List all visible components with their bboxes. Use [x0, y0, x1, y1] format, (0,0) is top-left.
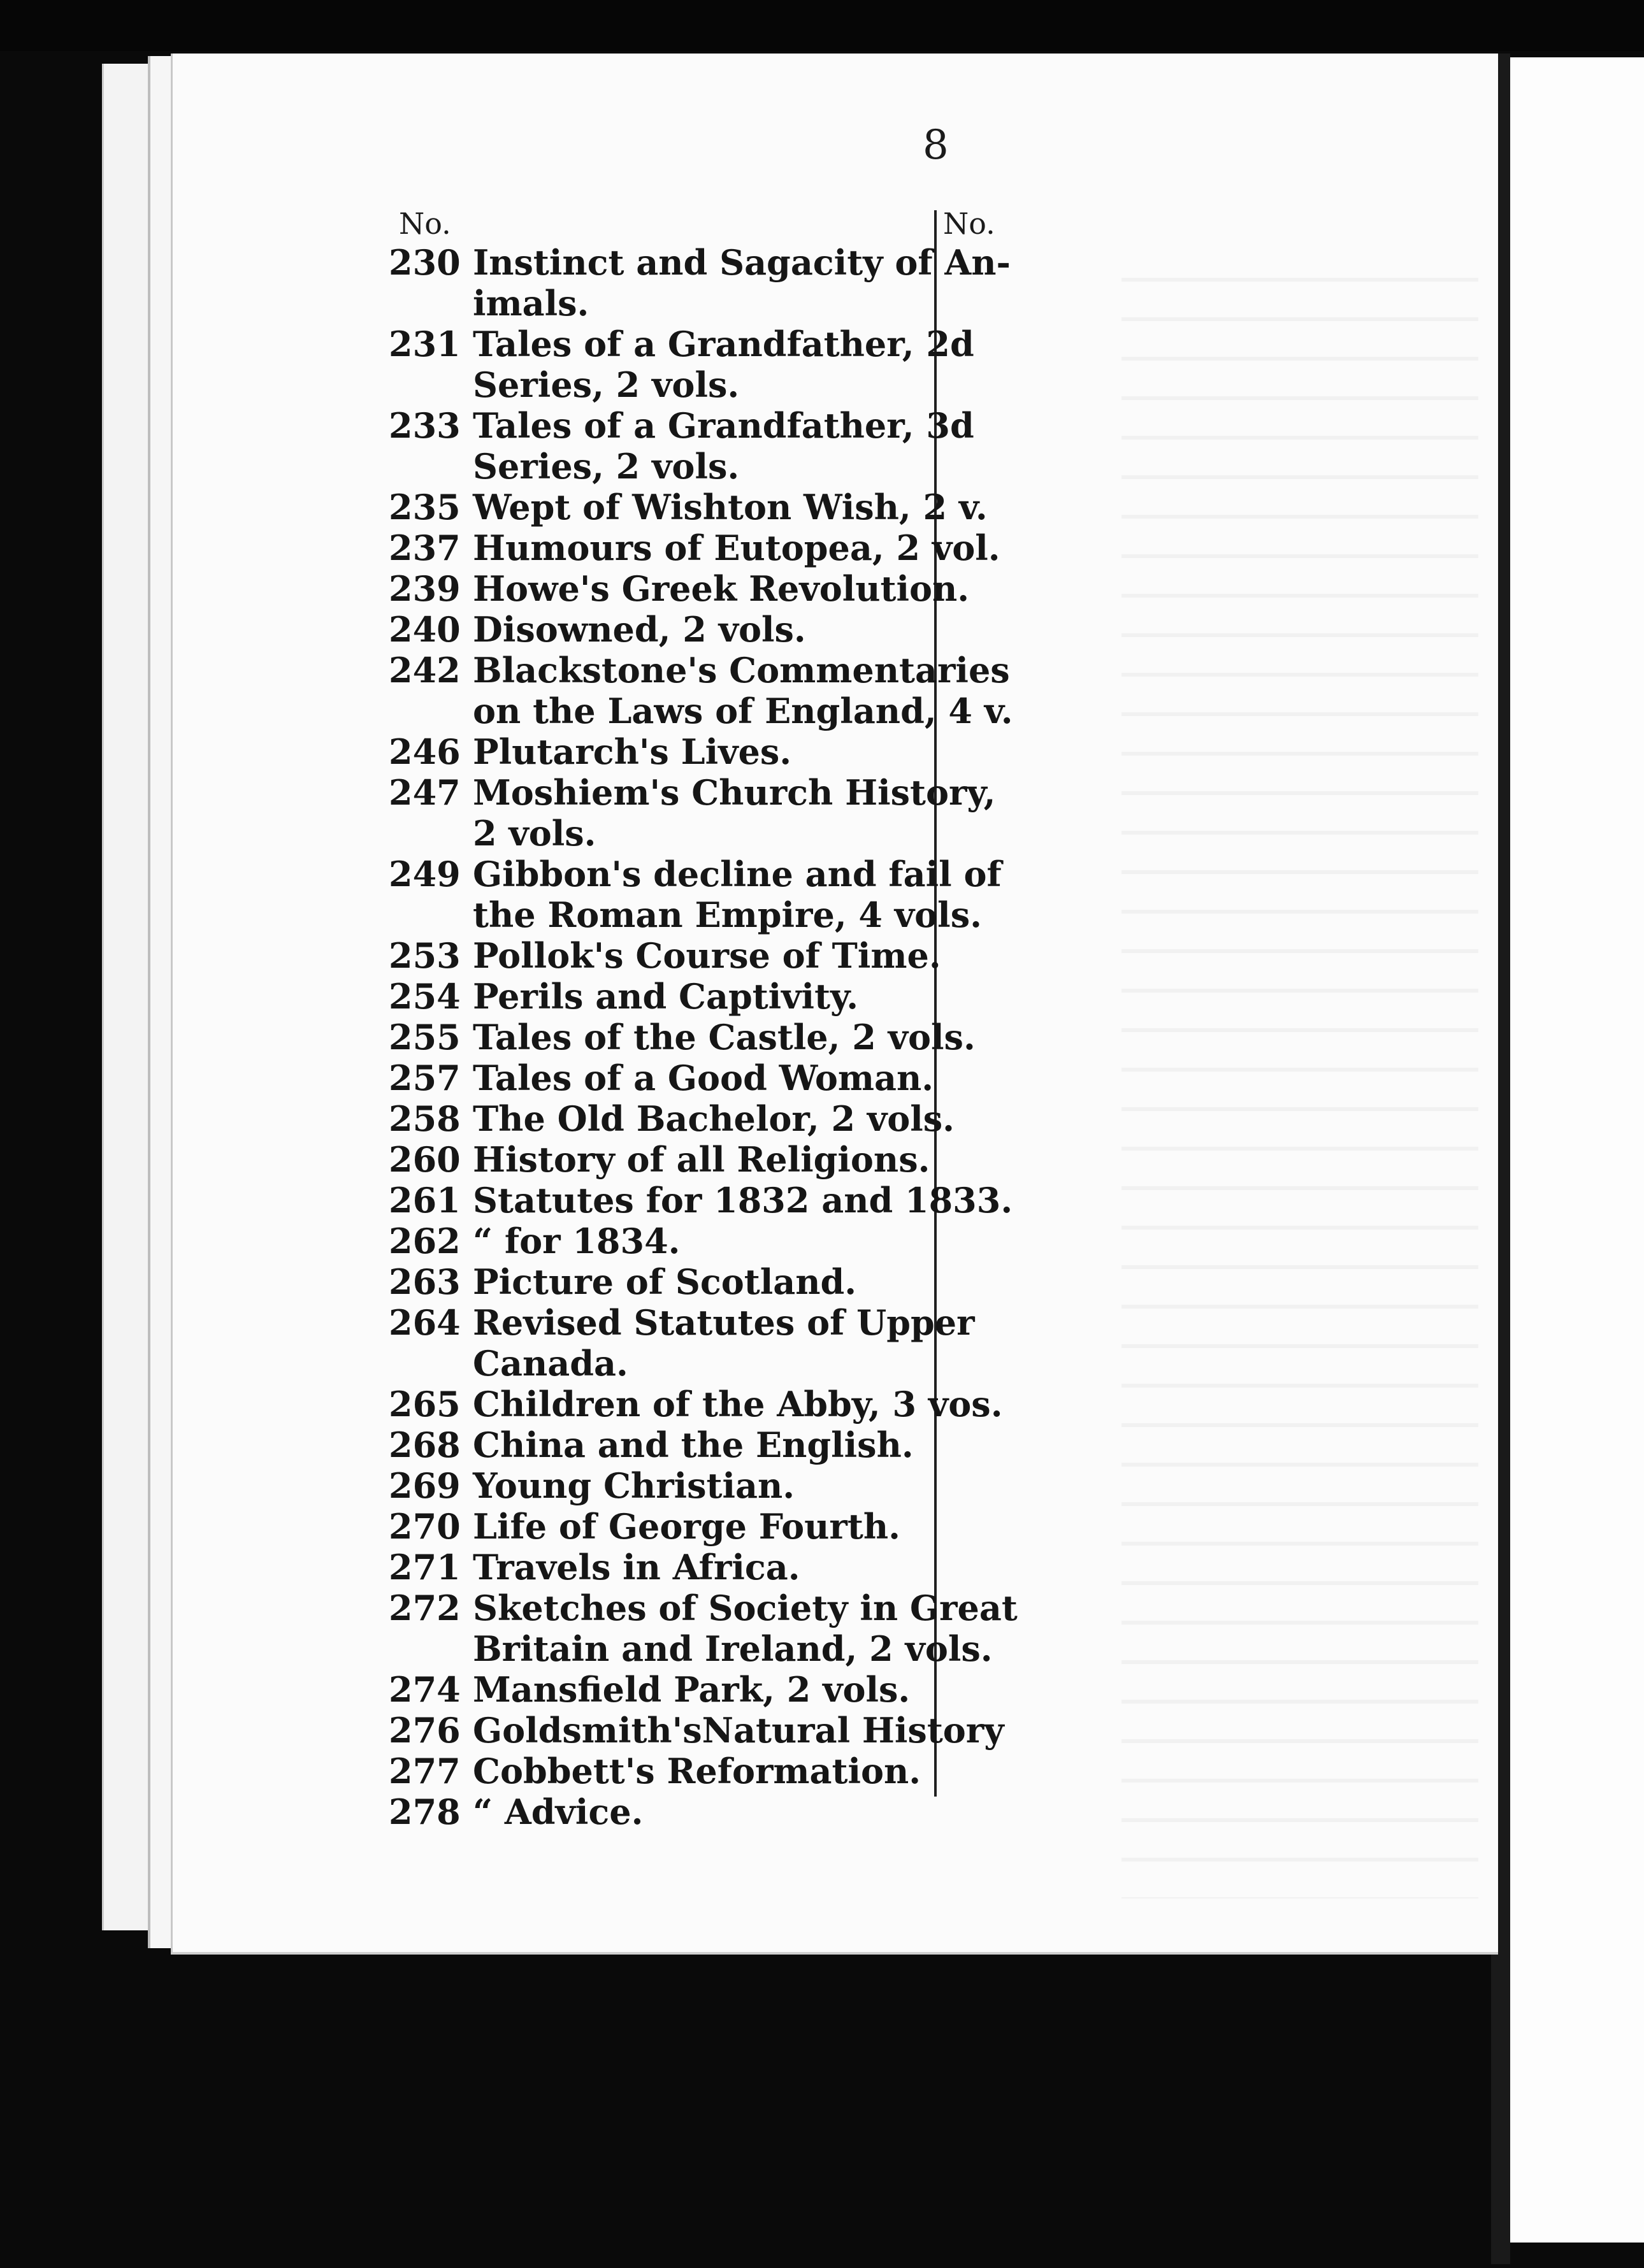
entry-number: 255: [389, 1017, 461, 1058]
entry-title: Series, 2 vols.: [473, 364, 740, 405]
entry-number: 271: [389, 1547, 461, 1588]
catalogue-entry: [389, 813, 962, 854]
catalogue-entry: [389, 1628, 993, 1669]
entry-title: Canada.: [473, 1343, 628, 1384]
entry-title: Britain and Ireland, 2 vols.: [473, 1628, 993, 1669]
entry-number: 261: [389, 1180, 461, 1221]
entry-title: China and the English.: [473, 1425, 914, 1465]
catalogue-entries: [389, 242, 1018, 1832]
entry-title: The Old Bachelor, 2 vols.: [473, 1098, 955, 1139]
catalogue-entry: [389, 1221, 962, 1261]
catalogue-entry: [389, 1017, 976, 1058]
catalogue-entry: [389, 324, 974, 364]
entry-number: 257: [389, 1058, 461, 1098]
entry-title: Tales of a Good Woman.: [473, 1058, 934, 1098]
catalogue-entry: [389, 650, 1010, 691]
entry-title: Tales of a Grandfather, 2d: [473, 324, 974, 364]
catalogue-entry: [389, 854, 1002, 894]
catalogue-entry: [389, 1751, 962, 1791]
catalogue-entry: [389, 1302, 975, 1343]
entry-title: Howe's Greek Revolution.: [473, 568, 970, 609]
entry-number: 237: [389, 528, 461, 568]
entry-number: 242: [389, 650, 461, 691]
catalogue-entry: [389, 1058, 962, 1098]
entry-number: 235: [389, 487, 461, 528]
entry-number: 249: [389, 854, 461, 894]
catalogue-entry: [389, 1506, 962, 1547]
entry-title: Humours of Eutopea, 2 vol.: [473, 528, 1000, 568]
page-number: 8: [923, 122, 949, 169]
catalogue-entry: [389, 1669, 962, 1710]
catalogue-entry: [389, 935, 962, 976]
entry-number: 274: [389, 1669, 461, 1710]
entry-title: Statutes for 1832 and 1833.: [473, 1180, 1013, 1221]
entry-title: Children of the Abby, 3 vos.: [473, 1384, 1003, 1425]
entry-number: 254: [389, 976, 461, 1017]
entry-title: Sketches of Society in Great: [473, 1588, 1018, 1628]
entry-number: 260: [389, 1139, 461, 1180]
entry-title: History of all Religions.: [473, 1139, 930, 1180]
entry-title: “ Advice.: [473, 1791, 644, 1832]
catalogue-entry: [389, 1098, 962, 1139]
catalogue-entry: [389, 568, 970, 609]
entry-title: Cobbett's Reformation.: [473, 1751, 921, 1791]
entry-title: Revised Statutes of Upper: [473, 1302, 975, 1343]
scan-border-top: [0, 0, 1644, 51]
catalogue-entry: [389, 405, 974, 446]
catalogue-entry: [389, 1465, 962, 1506]
entry-number: 277: [389, 1751, 461, 1791]
entry-title: Plutarch's Lives.: [473, 731, 792, 772]
entry-number: 276: [389, 1710, 461, 1751]
entry-title: Picture of Scotland.: [473, 1261, 857, 1302]
entry-title: 2 vols.: [473, 813, 596, 854]
entry-title: Tales of the Castle, 2 vols.: [473, 1017, 976, 1058]
catalogue-entry: [389, 283, 962, 324]
entry-number: 247: [389, 772, 461, 813]
catalogue-entry: [389, 1343, 962, 1384]
catalogue-entry: [389, 976, 962, 1017]
catalogue-entry: [389, 609, 962, 650]
catalogue-entry: [389, 1180, 1013, 1221]
catalogue-entry: [389, 528, 1000, 568]
right-column-header: No.: [943, 206, 995, 241]
entry-title: Pollok's Course of Time.: [473, 935, 941, 976]
entry-title: Disowned, 2 vols.: [473, 609, 806, 650]
facing-page-edge: [1510, 57, 1644, 2243]
catalogue-entry: [389, 1710, 1004, 1751]
catalogue-entry: [389, 1547, 962, 1588]
entry-title: Travels in Africa.: [473, 1547, 800, 1588]
entry-title: Mansfield Park, 2 vols.: [473, 1669, 911, 1710]
entry-title: Blackstone's Commentaries: [473, 650, 1010, 691]
entry-title: Life of George Fourth.: [473, 1506, 900, 1547]
entry-title: Goldsmith'sNatural History: [473, 1710, 1004, 1751]
entry-number: 268: [389, 1425, 461, 1465]
catalogue-entry: [389, 772, 996, 813]
catalogue-entry: [389, 731, 962, 772]
entry-title: Series, 2 vols.: [473, 446, 740, 487]
catalogue-entry: [389, 242, 1011, 283]
entry-number: 246: [389, 731, 461, 772]
entry-title: Tales of a Grandfather, 3d: [473, 405, 974, 446]
entry-number: 278: [389, 1791, 461, 1832]
entry-number: 230: [389, 242, 461, 283]
entry-title: Instinct and Sagacity of An-: [473, 242, 1011, 283]
entry-title: Gibbon's decline and fail of: [473, 854, 1002, 894]
entry-title: Perils and Captivity.: [473, 976, 858, 1017]
entry-number: 272: [389, 1588, 461, 1628]
entry-number: 269: [389, 1465, 461, 1506]
entry-number: 270: [389, 1506, 461, 1547]
catalogue-entry: [389, 1791, 962, 1832]
entry-number: 231: [389, 324, 461, 364]
left-column-header: No.: [399, 206, 451, 241]
entry-number: 253: [389, 935, 461, 976]
entry-title: on the Laws of England, 4 v.: [473, 691, 1013, 731]
entry-number: 233: [389, 405, 461, 446]
catalogue-entry: [389, 1139, 962, 1180]
entry-title: the Roman Empire, 4 vols.: [473, 894, 982, 935]
catalogue-entry: [389, 1384, 1003, 1425]
catalogue-entry: [389, 1588, 1018, 1628]
catalogue-entry: [389, 894, 982, 935]
entry-title: “ for 1834.: [473, 1221, 681, 1261]
entry-number: 265: [389, 1384, 461, 1425]
entry-number: 263: [389, 1261, 461, 1302]
entry-number: 258: [389, 1098, 461, 1139]
catalogue-entry: [389, 446, 962, 487]
entry-number: 239: [389, 568, 461, 609]
entry-number: 240: [389, 609, 461, 650]
show-through-bleed: [1121, 242, 1478, 1898]
catalogue-entry: [389, 1425, 962, 1465]
entry-title: Wept of Wishton Wish, 2 v.: [473, 487, 988, 528]
catalogue-entry: [389, 1261, 962, 1302]
entry-title: Young Christian.: [473, 1465, 795, 1506]
entry-number: 264: [389, 1302, 461, 1343]
catalogue-entry: [389, 691, 1013, 731]
catalogue-entry: [389, 487, 988, 528]
entry-title: Moshiem's Church History,: [473, 772, 996, 813]
catalogue-entry: [389, 364, 962, 405]
entry-number: 262: [389, 1221, 461, 1261]
entry-title: imals.: [473, 283, 589, 324]
